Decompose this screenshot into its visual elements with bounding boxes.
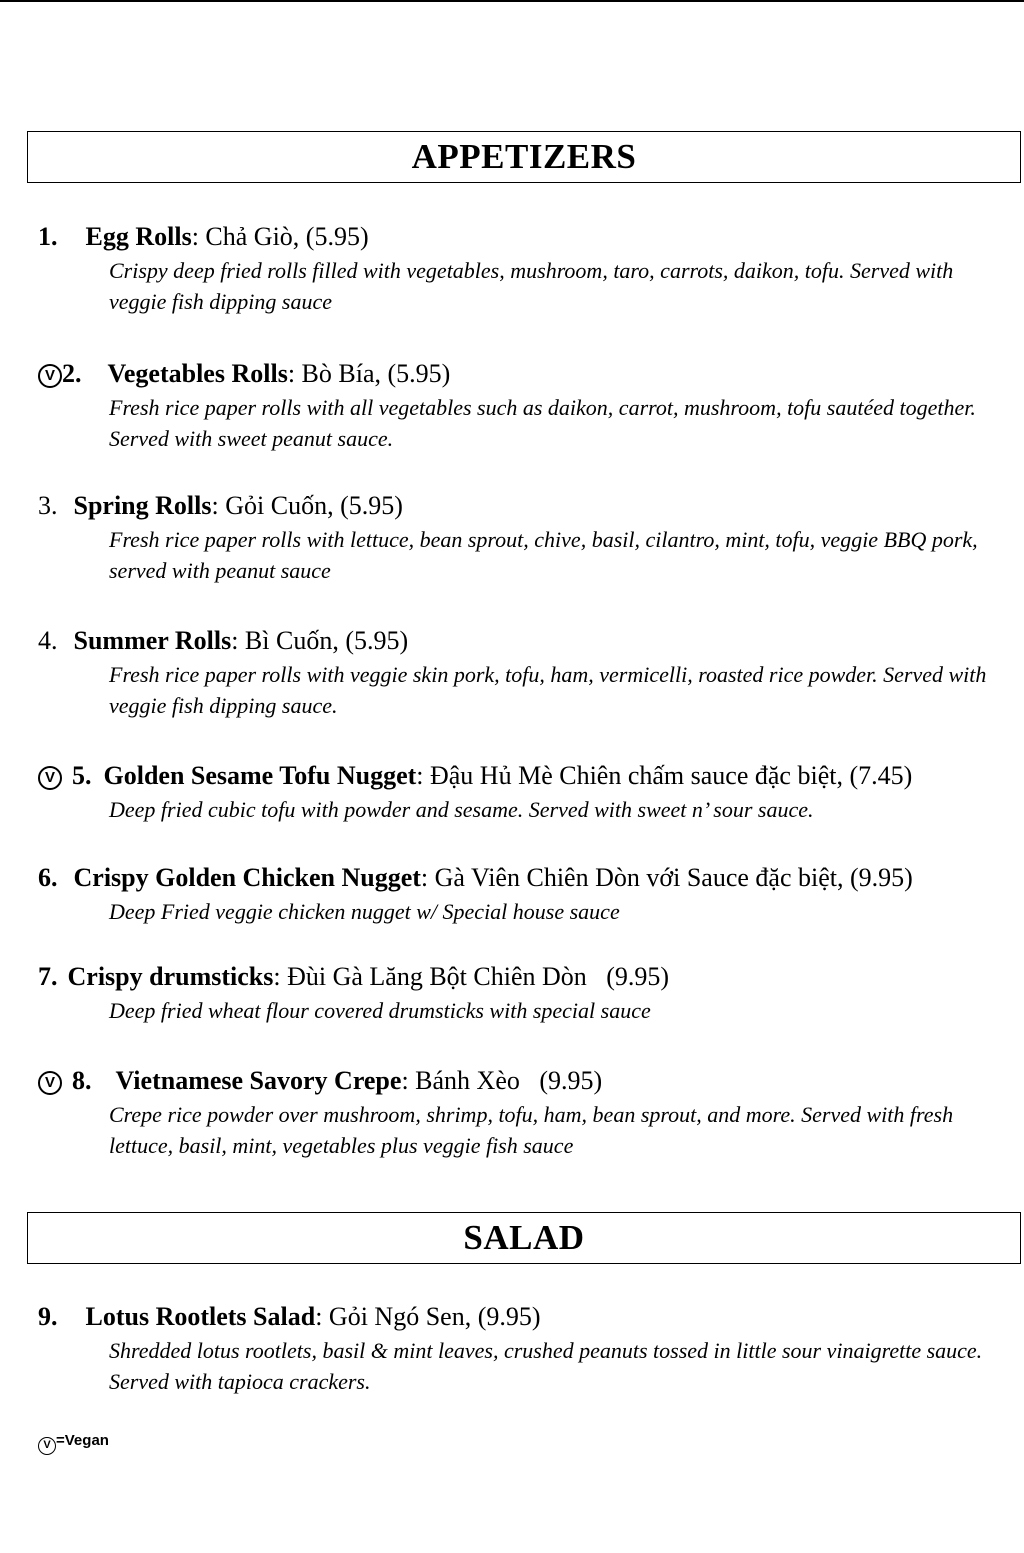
item-title: [38, 490, 403, 522]
item-title: [38, 625, 408, 657]
item-name: Crispy Golden Chicken Nugget: [73, 863, 421, 892]
item-vietnamese-price: : Gỏi Cuốn, (5.95): [211, 491, 403, 520]
item-title: [38, 760, 912, 792]
item-name: Golden Sesame Tofu Nugget: [103, 761, 417, 790]
vegan-mark-icon: V: [38, 1071, 62, 1095]
item-description: Deep fried wheat flour covered drumsticks with special sauce: [109, 998, 651, 1023]
item-name: Crispy drumsticks: [67, 962, 274, 991]
item-name: Vietnamese Savory Crepe: [115, 1066, 402, 1095]
vegan-mark-icon: V: [38, 1437, 56, 1455]
item-description: Fresh rice paper rolls with all vegetables such as daikon, carrot, mushroom, tofu sautéed together. Served with sweet peanut sauce.: [109, 395, 976, 451]
item-description: Crispy deep fried rolls filled with vegetables, mushroom, taro, carrots, daikon, tofu. Served with veggie fish dipping sauce: [109, 258, 954, 314]
item-title: [38, 1065, 602, 1097]
item-vietnamese-price: : Gà Viên Chiên Dòn với Sauce đặc biệt, (9.95): [420, 863, 913, 892]
item-number: 5.: [72, 761, 92, 790]
section-heading-appetizers: [27, 131, 1021, 183]
item-number: 8.: [72, 1066, 92, 1095]
item-title: [38, 862, 913, 894]
vegan-legend: [38, 1431, 109, 1455]
item-number: 4.: [38, 626, 58, 655]
section-heading-text: SALAD: [463, 1218, 585, 1257]
item-name: Egg Rolls: [85, 222, 192, 251]
item-name: Summer Rolls: [73, 626, 232, 655]
item-vietnamese-price: : Bánh Xèo (9.95): [401, 1066, 603, 1095]
item-title: [38, 961, 669, 993]
item-description: Crepe rice powder over mushroom, shrimp, tofu, ham, bean sprout, and more. Served with fresh lettuce, basil, mint, vegetables plus veggie fish sauce: [109, 1102, 954, 1158]
vegan-mark-icon: V: [38, 766, 62, 790]
item-number: 6.: [38, 863, 58, 892]
item-vietnamese-price: : Bò Bía, (5.95): [287, 359, 451, 388]
top-border-rule: [0, 0, 1024, 2]
item-vietnamese-price: : Bì Cuốn, (5.95): [231, 626, 409, 655]
item-description: Fresh rice paper rolls with lettuce, bean sprout, chive, basil, cilantro, mint, tofu, veggie BBQ pork, served with peanut sauce: [109, 527, 978, 583]
item-description: Shredded lotus rootlets, basil & mint leaves, crushed peanuts tossed in little sour vinaigrette sauce. Served with tapioca crackers.: [109, 1338, 983, 1394]
item-title: [38, 1301, 541, 1333]
legend-text: =Vegan: [56, 1432, 109, 1449]
item-number: 7.: [38, 962, 58, 991]
item-title: [38, 221, 369, 253]
item-name: Vegetables Rolls: [107, 359, 288, 388]
item-description: Deep Fried veggie chicken nugget w/ Special house sauce: [109, 899, 620, 924]
item-number: 1.: [38, 222, 58, 251]
item-description: Deep fried cubic tofu with powder and sesame. Served with sweet n’ sour sauce.: [109, 797, 814, 822]
item-title: [38, 358, 450, 390]
section-heading-text: APPETIZERS: [411, 137, 637, 176]
item-vietnamese-price: : Đùi Gà Lăng Bột Chiên Dòn (9.95): [273, 962, 670, 991]
item-vietnamese-price: : Chả Giò, (5.95): [191, 222, 369, 251]
item-name: Spring Rolls: [73, 491, 212, 520]
section-heading-salad: [27, 1212, 1021, 1264]
item-vietnamese-price: : Đậu Hủ Mè Chiên chấm sauce đặc biệt, (7.45): [416, 761, 913, 790]
item-vietnamese-price: : Gỏi Ngó Sen, (9.95): [315, 1302, 541, 1331]
item-name: Lotus Rootlets Salad: [85, 1302, 316, 1331]
item-number: 9.: [38, 1302, 58, 1331]
item-number: 3.: [38, 491, 58, 520]
vegan-mark-icon: V: [38, 364, 62, 388]
item-description: Fresh rice paper rolls with veggie skin pork, tofu, ham, vermicelli, roasted rice powder. Served with veggie fish dipping sauce.: [109, 662, 987, 718]
item-number: 2.: [62, 359, 82, 388]
